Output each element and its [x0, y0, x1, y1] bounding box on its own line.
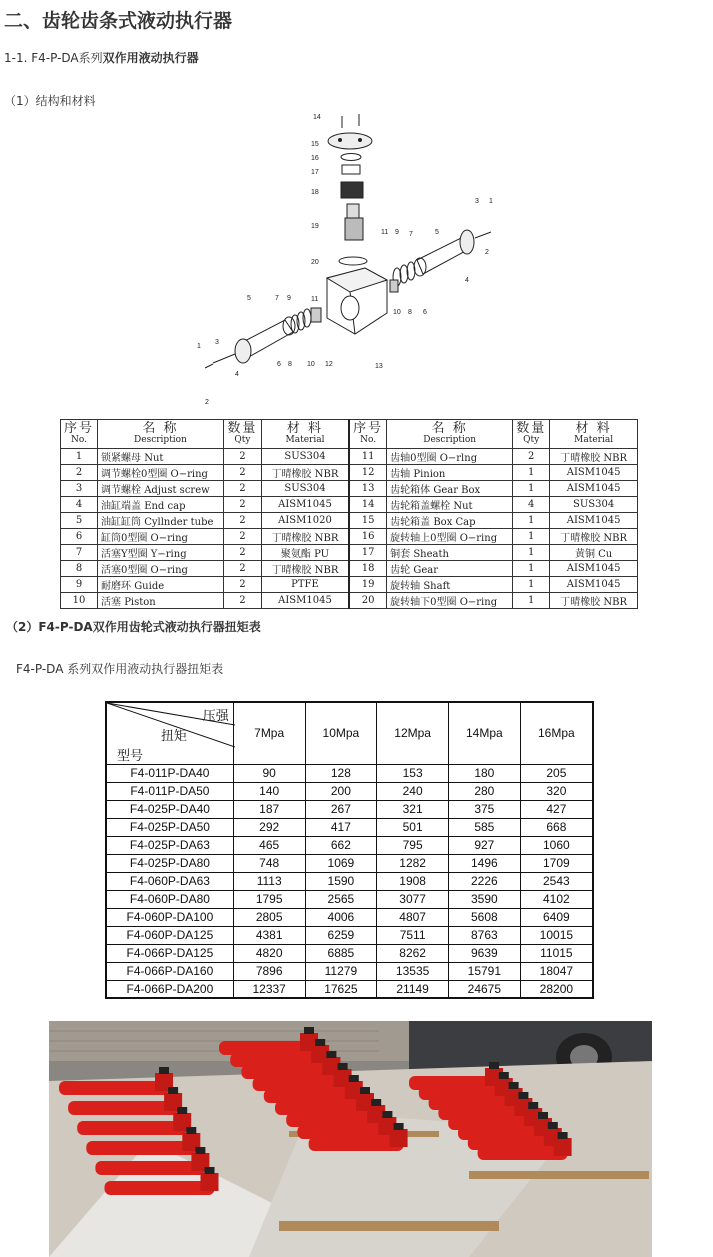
torque-value: 3077	[377, 890, 449, 908]
actuator-indicator	[371, 1099, 381, 1106]
torque-row	[106, 980, 593, 998]
torque-value: 8262	[377, 944, 449, 962]
part-qty: 1	[513, 529, 550, 545]
header-qty: 数量 Qty	[513, 420, 550, 449]
part-qty: 1	[513, 465, 550, 481]
torque-row	[106, 962, 593, 980]
part-name: 旋转轴下0型圈 O−ring	[387, 593, 513, 609]
torque-value: 18047	[520, 962, 593, 980]
part-no: 13	[349, 481, 387, 497]
parts-header-row	[61, 420, 638, 449]
part-name: 活塞Y型圈 Y−ring	[98, 545, 224, 561]
part-material: AISM1020	[261, 513, 349, 529]
diagram-label: 4	[465, 277, 469, 284]
actuator-indicator	[382, 1111, 392, 1118]
header-name: 名 称 Description	[387, 420, 513, 449]
header-material: 材 料 Material	[261, 420, 349, 449]
part-qty: 1	[513, 481, 550, 497]
actuator-cylinder	[230, 1053, 325, 1067]
torque-row	[106, 926, 593, 944]
torque-value: 7896	[233, 962, 305, 980]
part-material: 丁晴橡胶 NBR	[261, 529, 349, 545]
series-prefix: 1-1. F4-P-DA系列	[4, 51, 103, 65]
torque-value: 153	[377, 764, 449, 782]
diagram-label: 10	[393, 309, 401, 316]
torque-value: 321	[377, 800, 449, 818]
actuator-indicator	[304, 1027, 314, 1034]
part-name: 齿轴 Pinion	[387, 465, 513, 481]
parts-row	[61, 449, 638, 465]
actuator-cylinder	[286, 1113, 381, 1127]
torque-value: 24675	[448, 980, 520, 998]
torque-value: 2543	[520, 872, 593, 890]
diagram-label: 12	[325, 361, 333, 368]
part-material: 黄铜 Cu	[550, 545, 638, 561]
torque-value: 280	[448, 782, 520, 800]
parts-row	[61, 497, 638, 513]
torque-value: 795	[377, 836, 449, 854]
torque-value: 28200	[520, 980, 593, 998]
torque-value: 375	[448, 800, 520, 818]
torque-value: 585	[448, 818, 520, 836]
header-pressure: 压强	[202, 708, 229, 723]
torque-value: 3590	[448, 890, 520, 908]
actuator-gearbox	[201, 1173, 219, 1191]
part-no: 12	[349, 465, 387, 481]
part-material: AISM1045	[550, 465, 638, 481]
part-no: 20	[349, 593, 387, 609]
actuator-indicator	[168, 1087, 178, 1094]
torque-value: 12337	[233, 980, 305, 998]
torque-value: 11279	[305, 962, 377, 980]
actuator-indicator	[326, 1051, 336, 1058]
part-material: SUS304	[550, 497, 638, 513]
diagram-label: 20	[311, 259, 319, 266]
diagram-label: 11	[311, 296, 319, 303]
torque-value: 292	[233, 818, 305, 836]
part-name: 调节螺栓0型圈 O−ring	[98, 465, 224, 481]
part-no: 8	[61, 561, 98, 577]
part-qty: 2	[223, 465, 261, 481]
part-material: 丁晴橡胶 NBR	[261, 561, 349, 577]
part-name: 旋转轴上0型圈 O−ring	[387, 529, 513, 545]
header-no: 序号 No.	[349, 420, 387, 449]
header-torque: 扭矩	[161, 728, 188, 743]
part-qty: 1	[513, 577, 550, 593]
parts-row	[61, 577, 638, 593]
part-no: 1	[61, 449, 98, 465]
part-material: AISM1045	[550, 513, 638, 529]
torque-value: 240	[377, 782, 449, 800]
torque-model: F4-066P-DA125	[106, 944, 233, 962]
torque-caption: F4-P-DA 系列双作用液动执行器扭矩表	[16, 662, 224, 676]
actuator-indicator	[177, 1107, 187, 1114]
part-no: 10	[61, 593, 98, 609]
part-qty: 1	[513, 513, 550, 529]
torque-table	[105, 701, 594, 999]
parts-row	[61, 481, 638, 497]
actuator-indicator	[394, 1123, 404, 1130]
torque-row	[106, 872, 593, 890]
part-material: AISM1045	[261, 593, 349, 609]
actuator-cylinder	[275, 1101, 370, 1115]
exploded-diagram	[195, 108, 505, 408]
torque-value: 21149	[377, 980, 449, 998]
torque-row	[106, 782, 593, 800]
part-no: 18	[349, 561, 387, 577]
actuator-indicator	[489, 1062, 499, 1069]
torque-value: 1590	[305, 872, 377, 890]
part-material: AISM1045	[550, 561, 638, 577]
actuator-indicator	[518, 1092, 528, 1099]
part-qty: 2	[223, 561, 261, 577]
diagram-label: 8	[288, 361, 292, 368]
torque-value: 1060	[520, 836, 593, 854]
actuator-cylinder	[77, 1121, 187, 1135]
torque-value: 465	[233, 836, 305, 854]
part-name: 铜套 Sheath	[387, 545, 513, 561]
part-material: SUS304	[261, 481, 349, 497]
torque-value: 6409	[520, 908, 593, 926]
series-heading	[4, 49, 199, 66]
torque-value: 200	[305, 782, 377, 800]
part-material: 聚氨酯 PU	[261, 545, 349, 561]
torque-row	[106, 890, 593, 908]
part-qty: 2	[223, 449, 261, 465]
part-qty: 2	[223, 529, 261, 545]
torque-row	[106, 818, 593, 836]
torque-row	[106, 836, 593, 854]
part-no: 4	[61, 497, 98, 513]
diagram-label: 11	[381, 229, 389, 236]
torque-value: 180	[448, 764, 520, 782]
torque-value: 5608	[448, 908, 520, 926]
torque-value: 17625	[305, 980, 377, 998]
part-name: 活塞0型圈 O−ring	[98, 561, 224, 577]
torque-value: 1113	[233, 872, 305, 890]
parts-row	[61, 593, 638, 609]
actuator-indicator	[338, 1063, 348, 1070]
header-qty: 数量 Qty	[223, 420, 261, 449]
torque-model: F4-025P-DA80	[106, 854, 233, 872]
actuator-cylinder	[264, 1089, 359, 1103]
torque-row	[106, 764, 593, 782]
torque-value: 13535	[377, 962, 449, 980]
actuator-cylinder	[95, 1161, 205, 1175]
part-name: 旋转轴 Shaft	[387, 577, 513, 593]
torque-value: 2565	[305, 890, 377, 908]
torque-model: F4-060P-DA125	[106, 926, 233, 944]
header-no: 序号 No.	[61, 420, 98, 449]
structure-heading: （1）结构和材料	[4, 94, 96, 108]
torque-value: 1282	[377, 854, 449, 872]
part-name: 齿轮箱盖螺栓 Nut	[387, 497, 513, 513]
header-model: 型号	[117, 748, 144, 763]
product-photo	[49, 1021, 652, 1257]
part-material: AISM1045	[550, 481, 638, 497]
diagram-label: 5	[435, 229, 439, 236]
actuator-indicator	[499, 1072, 509, 1079]
part-name: 齿轮箱盖 Box Cap	[387, 513, 513, 529]
part-qty: 2	[223, 577, 261, 593]
part-name: 齿轮箱体 Gear Box	[387, 481, 513, 497]
actuator-cylinder	[241, 1065, 336, 1079]
torque-value: 1069	[305, 854, 377, 872]
torque-value: 15791	[448, 962, 520, 980]
series-bold: 双作用液动执行器	[102, 51, 199, 65]
torque-model: F4-025P-DA63	[106, 836, 233, 854]
actuator-cylinder	[253, 1077, 348, 1091]
diagram-label: 9	[287, 295, 291, 302]
part-name: 齿轮 Gear	[387, 561, 513, 577]
diagram-label: 17	[311, 169, 319, 176]
torque-row	[106, 854, 593, 872]
actuator-cylinder	[297, 1125, 392, 1139]
torque-value: 8763	[448, 926, 520, 944]
part-no: 9	[61, 577, 98, 593]
part-qty: 1	[513, 593, 550, 609]
actuator-cylinder	[309, 1137, 404, 1151]
actuator-indicator	[558, 1132, 568, 1139]
header-pressure-10: 10Mpa	[305, 702, 377, 764]
torque-model: F4-066P-DA200	[106, 980, 233, 998]
part-no: 7	[61, 545, 98, 561]
header-diagonal-cell	[106, 702, 233, 764]
torque-value: 6885	[305, 944, 377, 962]
part-no: 5	[61, 513, 98, 529]
diagram-label: 6	[423, 309, 427, 316]
diagram-label: 16	[311, 155, 319, 162]
part-qty: 4	[513, 497, 550, 513]
torque-value: 267	[305, 800, 377, 818]
torque-value: 2805	[233, 908, 305, 926]
parts-row	[61, 465, 638, 481]
diagram-label: 3	[475, 198, 479, 205]
actuator-indicator	[195, 1147, 205, 1154]
diagram-label: 4	[235, 371, 239, 378]
page-heading: 二、齿轮齿条式液动执行器	[4, 10, 233, 32]
header-pressure-12: 12Mpa	[377, 702, 449, 764]
torque-value: 90	[233, 764, 305, 782]
part-name: 齿轴0型圈 O−rlng	[387, 449, 513, 465]
torque-value: 7511	[377, 926, 449, 944]
torque-model: F4-060P-DA100	[106, 908, 233, 926]
header-material: 材 料 Material	[550, 420, 638, 449]
part-no: 17	[349, 545, 387, 561]
torque-row	[106, 908, 593, 926]
part-name: 调节螺栓 Adjust screw	[98, 481, 224, 497]
actuator-indicator	[159, 1067, 169, 1074]
torque-value: 1908	[377, 872, 449, 890]
actuator-cylinder	[59, 1081, 169, 1095]
part-material: 丁晴橡胶 NBR	[550, 529, 638, 545]
part-name: 油缸端盖 End cap	[98, 497, 224, 513]
part-qty: 2	[223, 513, 261, 529]
part-qty: 1	[513, 561, 550, 577]
torque-value: 4102	[520, 890, 593, 908]
torque-row	[106, 800, 593, 818]
actuator-gearbox	[390, 1129, 408, 1147]
header-name: 名 称 Description	[98, 420, 224, 449]
diagram-label: 14	[313, 114, 321, 121]
torque-model: F4-011P-DA40	[106, 764, 233, 782]
torque-value: 4006	[305, 908, 377, 926]
diagram-label: 8	[408, 309, 412, 316]
diagram-label: 2	[205, 399, 209, 406]
part-no: 2	[61, 465, 98, 481]
part-no: 11	[349, 449, 387, 465]
diagram-label: 3	[215, 339, 219, 346]
torque-row	[106, 944, 593, 962]
diagram-label: 19	[311, 223, 319, 230]
part-no: 15	[349, 513, 387, 529]
part-qty: 2	[513, 449, 550, 465]
torque-value: 1709	[520, 854, 593, 872]
torque-value: 2226	[448, 872, 520, 890]
actuator-indicator	[205, 1167, 215, 1174]
torque-value: 4381	[233, 926, 305, 944]
torque-value: 9639	[448, 944, 520, 962]
torque-value: 205	[520, 764, 593, 782]
actuator-indicator	[538, 1112, 548, 1119]
diagram-label: 10	[307, 361, 315, 368]
diagram-label: 18	[311, 189, 319, 196]
actuator-indicator	[509, 1082, 519, 1089]
actuator-cylinder	[68, 1101, 178, 1115]
actuator-indicator	[548, 1122, 558, 1129]
diagram-label: 1	[489, 198, 493, 205]
part-no: 19	[349, 577, 387, 593]
torque-value: 140	[233, 782, 305, 800]
part-no: 6	[61, 529, 98, 545]
parts-row	[61, 529, 638, 545]
torque-value: 187	[233, 800, 305, 818]
part-no: 14	[349, 497, 387, 513]
part-material: PTFE	[261, 577, 349, 593]
actuator-indicator	[528, 1102, 538, 1109]
torque-value: 4807	[377, 908, 449, 926]
diagram-label: 2	[485, 249, 489, 256]
actuator-cylinder	[105, 1181, 215, 1195]
part-name: 油缸缸筒 Cyllnder tube	[98, 513, 224, 529]
torque-value: 6259	[305, 926, 377, 944]
parts-row	[61, 561, 638, 577]
torque-value: 10015	[520, 926, 593, 944]
diagram-label: 1	[197, 343, 201, 350]
torque-value: 320	[520, 782, 593, 800]
part-qty: 1	[513, 545, 550, 561]
torque-model: F4-060P-DA63	[106, 872, 233, 890]
torque-header-row	[106, 702, 593, 764]
actuator-cylinder	[86, 1141, 196, 1155]
torque-model: F4-025P-DA50	[106, 818, 233, 836]
parts-table	[60, 419, 638, 609]
diagram-label: 5	[247, 295, 251, 302]
header-pressure-14: 14Mpa	[448, 702, 520, 764]
torque-model: F4-066P-DA160	[106, 962, 233, 980]
torque-value: 128	[305, 764, 377, 782]
torque-value: 1496	[448, 854, 520, 872]
part-material: 丁晴橡胶 NBR	[261, 465, 349, 481]
diagram-label: 7	[409, 231, 413, 238]
part-qty: 2	[223, 545, 261, 561]
part-no: 3	[61, 481, 98, 497]
part-material: AISM1045	[550, 577, 638, 593]
part-qty: 2	[223, 593, 261, 609]
torque-value: 501	[377, 818, 449, 836]
diagram-label: 7	[275, 295, 279, 302]
actuator-indicator	[315, 1039, 325, 1046]
part-no: 16	[349, 529, 387, 545]
part-qty: 2	[223, 497, 261, 513]
part-name: 活塞 Piston	[98, 593, 224, 609]
torque-value: 748	[233, 854, 305, 872]
part-name: 缸筒0型圈 O−ring	[98, 529, 224, 545]
torque-value: 417	[305, 818, 377, 836]
torque-value: 927	[448, 836, 520, 854]
parts-row	[61, 545, 638, 561]
torque-heading: （2）F4-P-DA双作用齿轮式液动执行器扭矩表	[6, 620, 261, 634]
torque-value: 11015	[520, 944, 593, 962]
parts-row	[61, 513, 638, 529]
actuator-indicator	[186, 1127, 196, 1134]
actuator-indicator	[360, 1087, 370, 1094]
diagram-label: 15	[311, 141, 319, 148]
diagram-label: 13	[375, 363, 383, 370]
torque-value: 668	[520, 818, 593, 836]
part-material: SUS304	[261, 449, 349, 465]
part-qty: 2	[223, 481, 261, 497]
torque-model: F4-025P-DA40	[106, 800, 233, 818]
torque-model: F4-011P-DA50	[106, 782, 233, 800]
torque-value: 1795	[233, 890, 305, 908]
part-material: 丁晴橡胶 NBR	[550, 593, 638, 609]
torque-model: F4-060P-DA80	[106, 890, 233, 908]
diagram-label: 6	[277, 361, 281, 368]
actuator-gearbox	[554, 1138, 572, 1156]
part-name: 锁紧螺母 Nut	[98, 449, 224, 465]
torque-value: 662	[305, 836, 377, 854]
part-material: AISM1045	[261, 497, 349, 513]
header-pressure-16: 16Mpa	[520, 702, 593, 764]
actuator-indicator	[349, 1075, 359, 1082]
part-material: 丁晴橡胶 NBR	[550, 449, 638, 465]
torque-value: 427	[520, 800, 593, 818]
torque-value: 4820	[233, 944, 305, 962]
diagram-label: 9	[395, 229, 399, 236]
part-name: 耐磨环 Guide	[98, 577, 224, 593]
header-pressure-7: 7Mpa	[233, 702, 305, 764]
actuator-cylinder	[219, 1041, 314, 1055]
